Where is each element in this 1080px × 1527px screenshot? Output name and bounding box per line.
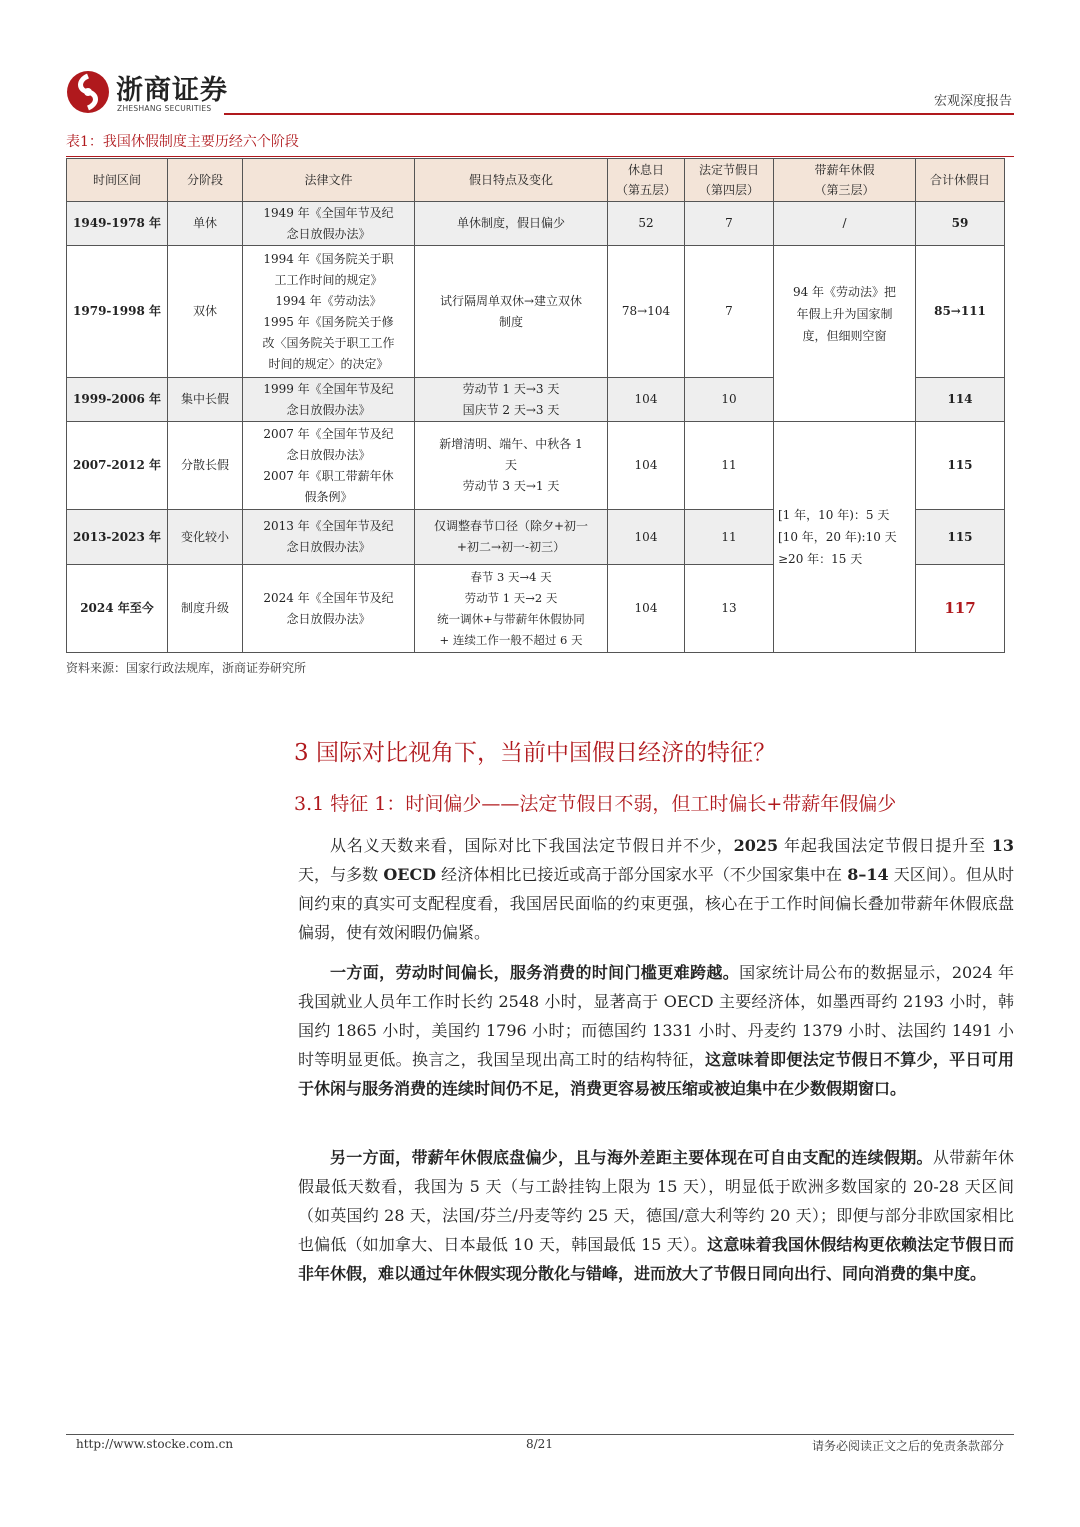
brand-name: 浙商证券 — [116, 75, 228, 106]
cell-legal: 11 — [685, 510, 774, 565]
cell-law: 2013 年《全国年节及纪 念日放假办法》 — [243, 510, 415, 565]
cell-stage: 单休 — [168, 202, 243, 246]
paragraph-working-hours: 一方面，劳动时间偏长，服务消费的时间门槛更难跨越。国家统计局公布的数据显示，2024 年我国就业人员年工作时长约 2548 小时，显著高于 OECD 主要经济体，如墨西哥约 2193 小时，韩国约 1865 小时，美国约 1796 小时；而德国约 1331 小时、丹麦约 1379 小时、法国约 1491 小时等明显更低。换言之，我国呈现出高工时的结构特征，这意味着即便法定节假日不算少，平日可用于休闲与服务消费的连续时间仍不足，消费更容易被压缩或被迫集中在少数假期窗口。 — [298, 963, 1014, 1098]
cell-law: 2007 年《全国年节及纪 念日放假办法》 2007 年《职工带薪年休 假条例》 — [243, 422, 415, 510]
cell-law: 1949 年《全国年节及纪 念日放假办法》 — [243, 202, 415, 246]
cell-stage: 双休 — [168, 246, 243, 378]
table-row — [67, 422, 1005, 510]
cell-rest: 104 — [608, 378, 685, 422]
cell-rest: 78→104 — [608, 246, 685, 378]
cell-paid: [1 年，10 年)：5 天 [10 年，20 年):10 天 ≥20 年：15 天 — [774, 422, 916, 653]
report-type-label: 宏观深度报告 — [933, 94, 1012, 109]
page-number: 8/21 — [526, 1437, 553, 1451]
col-header-rest-days: 休息日 （第五层） — [608, 159, 685, 202]
paragraph-paid-leave: 另一方面，带薪年休假底盘偏少，且与海外差距主要体现在可自由支配的连续假期。从带薪年休假最低天数看，我国为 5 天（与工龄挂钩上限为 15 天），明显低于欧洲多数国家的 20-28 天区间（如英国约 28 天，法国/芬兰/丹麦等约 25 天，德国/意大利等约 20 天）；即便与部分非欧国家相比也偏低（如加拿大、日本最低 10 天，韩国最低 15 天）。这意味着我国休假结构更依赖法定节假日而非年休假，难以通过年休假实现分散化与错峰，进而放大了节假日同向出行、同向消费的集中度。 — [298, 1148, 1014, 1283]
cell-total: 115 — [916, 422, 1005, 510]
col-header-law: 法律文件 — [243, 159, 415, 202]
col-header-total: 合计休假日 — [916, 159, 1005, 202]
zheshang-logo-icon — [66, 70, 110, 114]
cell-stage: 制度升级 — [168, 565, 243, 653]
footer-disclaimer: 请务必阅读正文之后的免责条款部分 — [811, 1439, 1004, 1453]
col-header-legal-holidays: 法定节假日 （第四层） — [685, 159, 774, 202]
caption-divider — [66, 156, 1014, 157]
cell-total: 59 — [916, 202, 1005, 246]
cell-feature: 仅调整春节口径（除夕+初一 +初二→初一-初三） — [415, 510, 608, 565]
table-caption: 表1：我国休假制度主要历经六个阶段 — [66, 134, 299, 150]
cell-legal: 7 — [685, 202, 774, 246]
cell-rest: 104 — [608, 422, 685, 510]
cell-rest: 104 — [608, 565, 685, 653]
cell-period: 1949-1978 年 — [67, 202, 168, 246]
cell-legal: 11 — [685, 422, 774, 510]
header-divider — [224, 113, 1014, 115]
cell-law: 1999 年《全国年节及纪 念日放假办法》 — [243, 378, 415, 422]
cell-legal: 13 — [685, 565, 774, 653]
cell-feature: 劳动节 1 天→3 天 国庆节 2 天→3 天 — [415, 378, 608, 422]
cell-rest: 104 — [608, 510, 685, 565]
footer-divider — [66, 1434, 1014, 1435]
cell-total: 115 — [916, 510, 1005, 565]
holiday-system-table — [66, 158, 1005, 653]
col-header-stage: 分阶段 — [168, 159, 243, 202]
cell-feature: 单休制度，假日偏少 — [415, 202, 608, 246]
cell-law: 2024 年《全国年节及纪 念日放假办法》 — [243, 565, 415, 653]
cell-rest: 52 — [608, 202, 685, 246]
col-header-feature: 假日特点及变化 — [415, 159, 608, 202]
paragraph-holiday-count: 从名义天数来看，国际对比下我国法定节假日并不少，2025 年起我国法定节假日提升至 13 天，与多数 OECD 经济体相比已接近或高于部分国家水平（不少国家集中在 8–14 天区间）。但从时间约束的真实可支配程度看，我国居民面临的约束更强，核心在于工作时间偏长叠加带薪年休假底盘偏弱，使有效闲暇仍偏紧。 — [298, 836, 1014, 942]
cell-total: 114 — [916, 378, 1005, 422]
cell-feature: 试行隔周单双休→建立双休 制度 — [415, 246, 608, 378]
cell-legal: 7 — [685, 246, 774, 378]
cell-stage: 分散长假 — [168, 422, 243, 510]
table-row — [67, 202, 1005, 246]
col-header-paid-leave: 带薪年休假 （第三层） — [774, 159, 916, 202]
cell-period: 2007-2012 年 — [67, 422, 168, 510]
section-3-1-heading: 3.1 特征 1：时间偏少——法定节假日不弱，但工时偏长+带薪年假偏少 — [294, 793, 897, 815]
cell-feature: 春节 3 天→4 天 劳动节 1 天→2 天 统一调休+与带薪年休假协同 + 连续工作一般不超过 6 天 — [415, 565, 608, 653]
cell-period: 2024 年至今 — [67, 565, 168, 653]
cell-law: 1994 年《国务院关于职 工工作时间的规定》 1994 年《劳动法》 1995 年《国务院关于修 改〈国务院关于职工工作 时间的规定〉的决定》 — [243, 246, 415, 378]
cell-period: 1999-2006 年 — [67, 378, 168, 422]
cell-paid: / — [774, 202, 916, 246]
cell-stage: 集中长假 — [168, 378, 243, 422]
cell-legal: 10 — [685, 378, 774, 422]
section-3-heading: 3 国际对比视角下，当前中国假日经济的特征？ — [294, 740, 776, 766]
brand-subtitle: ZHESHANG SECURITIES — [117, 104, 212, 113]
cell-period: 2013-2023 年 — [67, 510, 168, 565]
table-source-note: 资料来源：国家行政法规库，浙商证券研究所 — [66, 661, 307, 675]
cell-total: 85→111 — [916, 246, 1005, 378]
table-header-row — [67, 159, 1005, 202]
cell-feature: 新增清明、端午、中秋各 1 天 劳动节 3 天→1 天 — [415, 422, 608, 510]
cell-stage: 变化较小 — [168, 510, 243, 565]
cell-total: 117 — [916, 565, 1005, 653]
col-header-period: 时间区间 — [67, 159, 168, 202]
footer-website-link[interactable]: http://www.stocke.com.cn — [76, 1437, 234, 1451]
cell-period: 1979-1998 年 — [67, 246, 168, 378]
cell-paid: 94 年《劳动法》把 年假上升为国家制 度，但细则空窗 — [774, 246, 916, 422]
table-row — [67, 246, 1005, 378]
